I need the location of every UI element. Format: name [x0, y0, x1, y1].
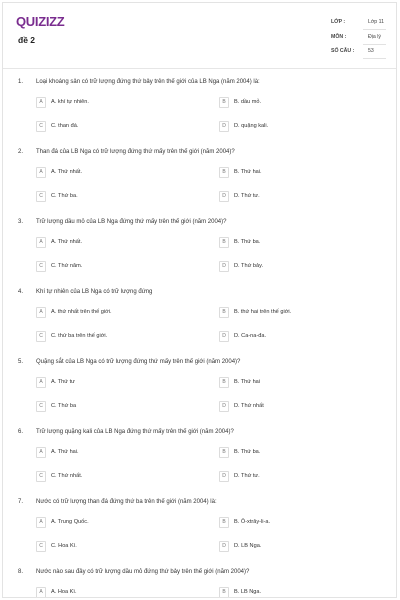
option-letter-box: C	[36, 261, 46, 272]
class-value: Lớp 11	[368, 19, 384, 25]
subject-label: MÔN :	[331, 34, 347, 40]
answer-option[interactable]	[219, 191, 389, 203]
answer-option[interactable]	[36, 331, 206, 343]
answer-option[interactable]	[219, 237, 389, 249]
option-text: D. Thứ bảy.	[234, 263, 264, 269]
answer-option[interactable]	[219, 377, 389, 389]
option-letter-box: A	[36, 167, 46, 178]
question-text: Nước có trữ lượng than đá đứng thứ ba trên thế giới (năm 2004) là:	[36, 499, 217, 505]
option-letter-box: B	[219, 237, 229, 248]
question-number: 6.	[18, 429, 24, 435]
answer-option[interactable]	[36, 261, 206, 273]
option-text: D. Ca-na-đa.	[234, 333, 267, 339]
answer-option[interactable]	[36, 191, 206, 203]
option-letter-box: B	[219, 377, 229, 388]
option-text: B. Thứ hai	[234, 379, 261, 385]
question-number: 7.	[18, 499, 24, 505]
answer-option[interactable]	[36, 237, 206, 249]
option-letter-box: B	[219, 447, 229, 458]
question-number: 5.	[18, 359, 24, 365]
question-item	[3, 359, 396, 423]
answer-option[interactable]	[219, 307, 389, 319]
option-text: D. Thứ tư.	[234, 473, 260, 479]
option-letter-box: A	[36, 377, 46, 388]
question-item	[3, 569, 396, 598]
answer-option[interactable]	[219, 97, 389, 109]
answer-option[interactable]	[36, 471, 206, 483]
option-text: B. Ô-xtrây-li-a.	[234, 519, 271, 525]
option-text: C. than đá.	[51, 123, 79, 129]
question-item	[3, 429, 396, 493]
answer-option[interactable]	[219, 261, 389, 273]
answer-option[interactable]	[36, 401, 206, 413]
option-text: C. Hoa Kì.	[51, 543, 77, 549]
option-letter-box: C	[36, 471, 46, 482]
option-letter-box: A	[36, 587, 46, 598]
option-text: B. Thứ ba.	[234, 239, 261, 245]
question-text: Trữ lượng dầu mỏ của LB Nga đứng thứ mấy trên thế giới (năm 2004)?	[36, 219, 227, 225]
option-letter-box: D	[219, 121, 229, 132]
option-letter-box: C	[36, 191, 46, 202]
option-letter-box: D	[219, 401, 229, 412]
class-underline	[363, 29, 386, 30]
option-text: A. Hoa Kì.	[51, 589, 77, 595]
option-text: D. quặng kali.	[234, 123, 269, 129]
option-letter-box: D	[219, 471, 229, 482]
answer-option[interactable]	[219, 517, 389, 529]
answer-option[interactable]	[219, 121, 389, 133]
option-letter-box: A	[36, 97, 46, 108]
answer-option[interactable]	[36, 307, 206, 319]
question-item	[3, 499, 396, 563]
answer-option[interactable]	[219, 471, 389, 483]
option-text: B. Thứ hai.	[234, 169, 262, 175]
question-text: Khí tự nhiên của LB Nga có trữ lượng đứng	[36, 289, 153, 295]
question-item	[3, 219, 396, 283]
answer-option[interactable]	[36, 121, 206, 133]
option-text: A. Trung Quốc.	[51, 519, 89, 525]
question-text: Trữ lượng quặng kali của LB Nga đứng thứ mấy trên thế giới (năm 2004)?	[36, 429, 234, 435]
option-text: A. Thứ nhất.	[51, 169, 83, 175]
question-text: Than đá của LB Nga có trữ lượng đứng thứ mấy trên thế giới (năm 2004)?	[36, 149, 235, 155]
option-letter-box: C	[36, 401, 46, 412]
option-text: A. Thứ tư	[51, 379, 75, 385]
quizizz-logo: QUIZIZZ	[16, 14, 65, 29]
question-text: Loại khoáng sản có trữ lượng đứng thứ bảy trên thế giới của LB Nga (năm 2004) là:	[36, 79, 260, 85]
answer-option[interactable]	[219, 447, 389, 459]
option-letter-box: A	[36, 307, 46, 318]
question-number: 8.	[18, 569, 24, 575]
answer-option[interactable]	[219, 541, 389, 553]
option-letter-box: D	[219, 541, 229, 552]
answer-option[interactable]	[219, 331, 389, 343]
option-text: D. Thứ tư.	[234, 193, 260, 199]
question-item	[3, 79, 396, 143]
option-text: C. Thứ năm.	[51, 263, 83, 269]
option-text: A. Thứ nhất.	[51, 239, 83, 245]
question-text: Quặng sắt của LB Nga có trữ lượng đứng thứ mấy trên thế giới (năm 2004)?	[36, 359, 241, 365]
option-text: B. thứ hai trên thế giới.	[234, 309, 292, 315]
question-number: 2.	[18, 149, 24, 155]
subject-value: Địa lý	[368, 34, 381, 40]
option-letter-box: B	[219, 167, 229, 178]
option-text: B. Thứ ba.	[234, 449, 261, 455]
option-text: A. khí tự nhiên.	[51, 99, 89, 105]
answer-option[interactable]	[219, 587, 389, 598]
question-item	[3, 289, 396, 353]
option-letter-box: C	[36, 121, 46, 132]
option-text: B. dầu mỏ.	[234, 99, 262, 105]
answer-option[interactable]	[219, 167, 389, 179]
option-letter-box: B	[219, 517, 229, 528]
option-letter-box: B	[219, 587, 229, 598]
option-letter-box: A	[36, 447, 46, 458]
option-text: C. Thứ nhất.	[51, 473, 83, 479]
option-letter-box: A	[36, 517, 46, 528]
answer-option[interactable]	[36, 167, 206, 179]
answer-option[interactable]	[36, 517, 206, 529]
question-text: Nước nào sau đây có trữ lượng dầu mỏ đứng thứ bảy trên thế giới (năm 2004)?	[36, 569, 250, 575]
worksheet-header	[3, 3, 396, 69]
question-count-value: 53	[368, 48, 374, 54]
answer-option[interactable]	[219, 401, 389, 413]
option-text: B. LB Nga.	[234, 589, 262, 595]
option-letter-box: B	[219, 307, 229, 318]
option-text: D. Thứ nhất	[234, 403, 264, 409]
option-text: C. thứ ba trên thế giới.	[51, 333, 108, 339]
answer-option[interactable]	[36, 97, 206, 109]
question-count-underline	[363, 58, 386, 59]
option-text: D. LB Nga.	[234, 543, 262, 549]
question-number: 1.	[18, 79, 24, 85]
option-text: C. Thứ ba	[51, 403, 77, 409]
subject-underline	[363, 44, 386, 45]
option-letter-box: D	[219, 261, 229, 272]
question-number: 3.	[18, 219, 24, 225]
answer-option[interactable]	[36, 587, 206, 598]
answer-option[interactable]	[36, 377, 206, 389]
question-count-label: SỐ CÂU :	[331, 48, 355, 54]
answer-option[interactable]	[36, 447, 206, 459]
answer-option[interactable]	[36, 541, 206, 553]
option-letter-box: C	[36, 331, 46, 342]
class-label: LỚP :	[331, 19, 346, 25]
worksheet-page	[2, 2, 397, 598]
option-letter-box: C	[36, 541, 46, 552]
option-letter-box: D	[219, 191, 229, 202]
option-text: A. thứ nhất trên thế giới.	[51, 309, 112, 315]
option-text: C. Thứ ba.	[51, 193, 78, 199]
question-number: 4.	[18, 289, 24, 295]
worksheet-title: đề 2	[18, 35, 36, 45]
question-item	[3, 149, 396, 213]
option-text: A. Thứ hai.	[51, 449, 79, 455]
option-letter-box: B	[219, 97, 229, 108]
option-letter-box: A	[36, 237, 46, 248]
option-letter-box: D	[219, 331, 229, 342]
